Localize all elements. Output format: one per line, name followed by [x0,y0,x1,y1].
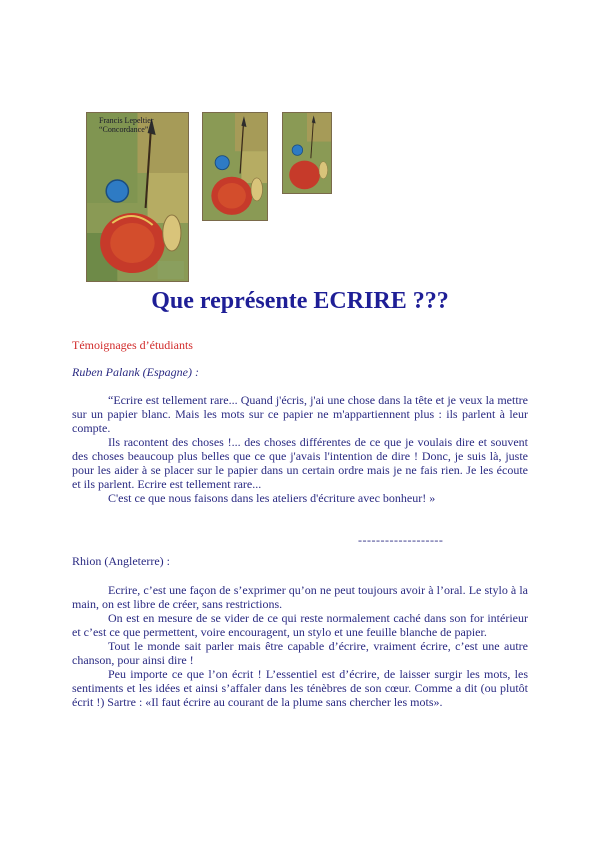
painting-medium [202,112,268,221]
page-title: Que représente ECRIRE ??? [151,288,449,314]
testimony-paragraph: Tout le monde sait parler mais être capable d’écrire, vraiment écrire, c’est une autre chanson, pour ainsi dire ! [72,639,528,667]
separator: ------------------- [358,533,444,547]
testimony-paragraph: On est en mesure de se vider de ce qui reste normalement caché dans son for intérieur et c’est ce que permettent, voire encouragent, un stylo et une feuille blanche de papier. [72,611,528,639]
testimony-paragraph: C'est ce que nous faisons dans les ateliers d'écriture avec bonheur! » [108,491,436,505]
painting-title: “Concordance” [99,125,149,134]
painting-image [87,113,188,281]
painting-image [203,113,267,220]
testimony-paragraph: Ils racontent des choses !... des choses différentes de ce que je voulais dire et souvent des choses beaucoup plus belles que ce que j'avais l'intention de dire ! Donc, je suis là, juste pour les aider à se placer sur le papier dans un certain ordre mais je ne fais rien. Je les écoute et ils parlent. Ecrire est tellement rare... [72,435,528,491]
painting-large [86,112,189,282]
testimony-author: Rhion (Angleterre) : [72,554,170,568]
painting-artist: Francis Lepeltier [99,116,154,125]
testimony-author: Ruben Palank (Espagne) : [72,365,199,379]
section-heading: Témoignages d’étudiants [72,338,193,352]
painting-small [282,112,332,194]
testimony-paragraph: Ecrire, c’est une façon de s’exprimer qu’on ne peut toujours avoir à l’oral. Le stylo à la main, on est libre de créer, sans restrictions. [72,583,528,611]
painting-caption [99,116,153,134]
painting-image [283,113,331,193]
testimony-paragraph: “Ecrire est tellement rare... Quand j'écris, j'ai une chose dans la tête et je veux la mettre sur un papier blanc. Mais les mots sur ce papier ne m'appartiennent plus : ils parlent à leur compte. [72,393,528,435]
testimony-paragraph: Peu importe ce que l’on écrit ! L’essentiel est d’écrire, de laisser surgir les mots, les sentiments et les idées et ainsi s’affaler dans les ténèbres de son cœur. Comme a dit (ou plutôt écrit !) Sartre : «Il faut écrire au courant de la plume sans chercher les mots». [72,667,528,709]
